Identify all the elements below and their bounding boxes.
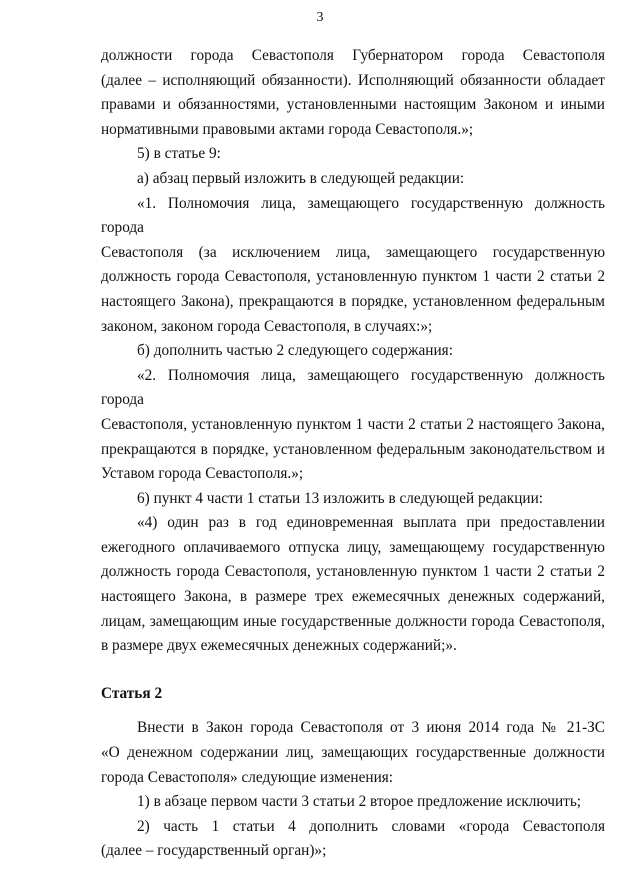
paragraph-line: «2. Полномочия лица, замещающего государственную должность города (101, 366, 605, 409)
document-body (101, 44, 605, 864)
paragraph-line: в размере двух ежемесячных денежных содержаний;». (101, 637, 457, 655)
paragraph-line: Уставом города Севастополя.»; (101, 465, 304, 483)
spacer (101, 659, 605, 682)
paragraph-line: прекращаются в порядке, установленном федеральным законодательством и (101, 440, 605, 458)
paragraph-line: «О денежном содержании лиц, замещающих государственные должности (101, 744, 605, 762)
paragraph-line: должность города Севастополя, установленную пунктом 1 части 2 статьи 2 (101, 268, 605, 286)
paragraph-line: 1) в абзаце первом части 3 статьи 2 второе предложение исключить; (137, 793, 582, 811)
article-heading: Статья 2 (101, 684, 163, 702)
paragraph-line: города Севастополя» следующие изменения: (101, 768, 394, 786)
paragraph-line: б) дополнить частью 2 следующего содержания: (137, 342, 453, 360)
paragraph-line: 5) в статье 9: (137, 145, 221, 163)
paragraph-line: 6) пункт 4 части 1 статьи 13 изложить в следующей редакции: (137, 489, 544, 507)
paragraph-line: а) абзац первый изложить в следующей редакции: (137, 169, 465, 187)
paragraph-line: правами и обязанностями, установленными настоящим Законом и иными (101, 96, 605, 114)
page-number: 3 (316, 10, 324, 25)
paragraph-line: ежегодного оплачиваемого отпуска лицу, замещающему государственную (101, 538, 605, 556)
paragraph-line: (далее – исполняющий обязанности). Исполняющий обязанности обладает (101, 71, 605, 89)
paragraph-line: настоящего Закона), прекращаются в порядке, установленном федеральным (101, 292, 605, 310)
paragraph-line: 2) часть 1 статьи 4 дополнить словами «города Севастополя (137, 817, 605, 835)
paragraph-line: «4) один раз в год единовременная выплата при предоставлении (137, 514, 605, 532)
paragraph-line: настоящего Закона, в размере трех ежемесячных денежных содержаний, (101, 588, 605, 606)
paragraph-line: Внести в Закон города Севастополя от 3 июня 2014 года № 21-ЗС (137, 719, 605, 737)
paragraph-line: Севастополя, установленную пунктом 1 части 2 статьи 2 настоящего Закона, (101, 415, 605, 433)
paragraph-line: нормативными правовыми актами города Севастополя.»; (101, 120, 474, 138)
paragraph-line: должности города Севастополя Губернатором города Севастополя (101, 47, 605, 64)
paragraph-line: лицам, замещающим иные государственные должности города Севастополя, (101, 612, 605, 630)
paragraph-line: должность города Севастополя, установленную пунктом 1 части 2 статьи 2 (101, 563, 605, 581)
paragraph-line: «1. Полномочия лица, замещающего государственную должность города (101, 194, 605, 237)
paragraph-line: (далее – государственный орган)»; (101, 842, 327, 860)
paragraph-line: законом, законом города Севастополя, в случаях:»; (101, 317, 433, 335)
spacer (101, 706, 605, 716)
paragraph-line: Севастополя (за исключением лица, замещающего государственную (101, 243, 605, 261)
